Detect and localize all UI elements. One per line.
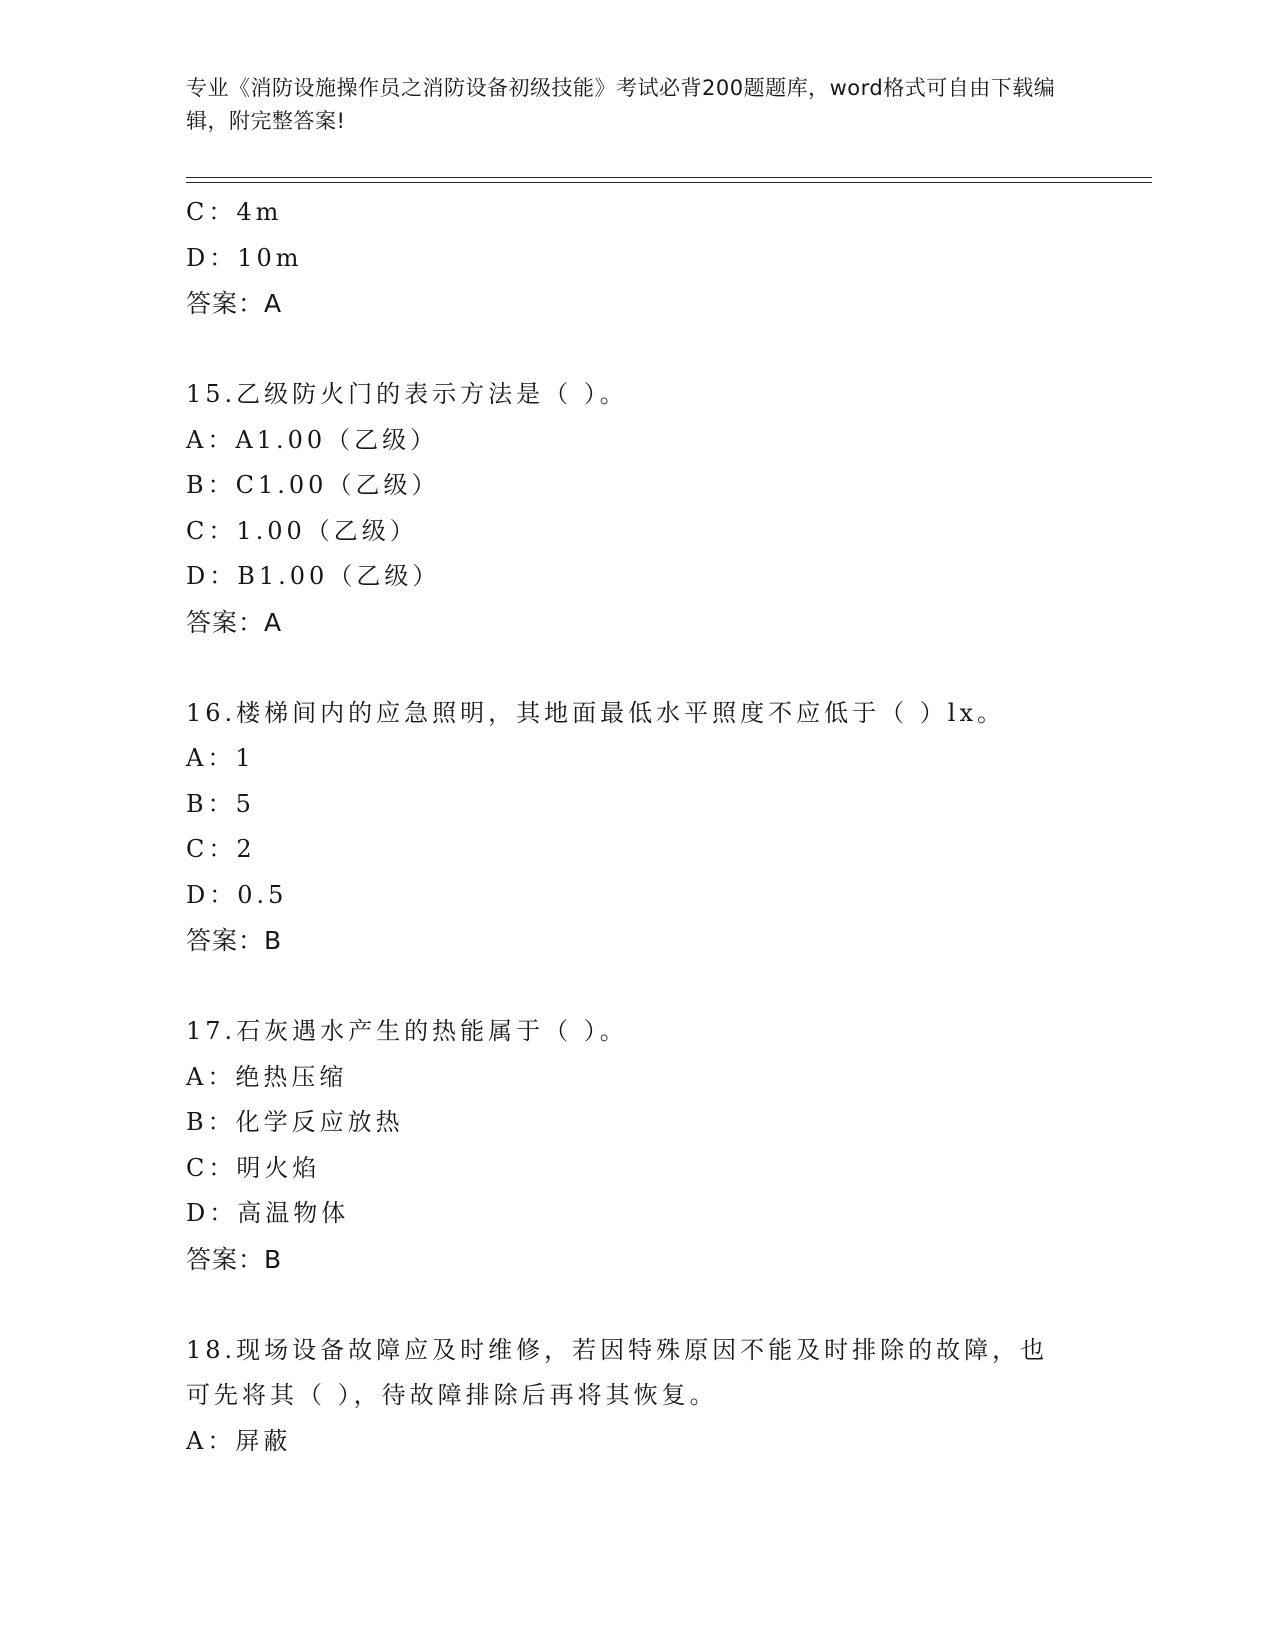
question-stem: 18.现场设备故障应及时维修，若因特殊原因不能及时排除的故障，也可先将其（ ），待故障排除后再将其恢复。 — [186, 1335, 1049, 1409]
option-text: B1.00（乙级） — [237, 562, 441, 590]
option-label: D： — [186, 243, 238, 272]
answer-line: 答案：A — [186, 607, 283, 637]
question-stem: 16.楼梯间内的应急照明，其地面最低水平照度不应低于（ ）lx。 — [186, 698, 1006, 727]
option-text: 1.00（乙级） — [236, 516, 418, 545]
option-line — [186, 418, 1086, 464]
option-label: D： — [186, 562, 238, 590]
option-text: 化学反应放热 — [235, 1108, 404, 1136]
option-text: 绝热压缩 — [235, 1062, 348, 1091]
option-text: 0.5 — [237, 880, 288, 909]
option-text: 4m — [236, 198, 283, 226]
option-text: 10m — [237, 243, 303, 272]
document-header: 专业《消防设施操作员之消防设备初级技能》考试必背200题题库，word格式可自由下载编辑，附完整答案! — [186, 76, 1056, 133]
spacer — [186, 1282, 1086, 1328]
option-label: D： — [186, 880, 238, 909]
option-label: A： — [186, 744, 236, 772]
option-line — [186, 190, 1086, 236]
answer-line: 答案：B — [186, 926, 283, 955]
option-text: 高温物体 — [237, 1199, 350, 1227]
option-label: A： — [186, 1062, 236, 1091]
option-text: 2 — [236, 835, 256, 863]
option-text: A1.00（乙级） — [235, 425, 439, 454]
option-label: A： — [186, 425, 236, 454]
option-label: C： — [186, 198, 237, 226]
option-text: 明火焰 — [236, 1153, 321, 1182]
option-label: C： — [186, 1153, 237, 1182]
option-line — [186, 827, 1086, 873]
option-line — [186, 1146, 1086, 1192]
option-line — [186, 509, 1086, 555]
option-line — [186, 1055, 1086, 1101]
option-line — [186, 1100, 1086, 1146]
spacer — [186, 964, 1086, 1010]
header-rule-top — [186, 177, 1152, 178]
option-line — [186, 554, 1086, 600]
question-stem: 15.乙级防火门的表示方法是（ ）。 — [186, 380, 628, 408]
option-text: 5 — [235, 789, 255, 818]
spacer — [186, 327, 1086, 373]
option-line — [186, 236, 1086, 282]
option-text: C1.00（乙级） — [235, 471, 440, 499]
answer-line: 答案：B — [186, 1244, 283, 1274]
option-line — [186, 782, 1086, 828]
option-line — [186, 736, 1086, 782]
option-line — [186, 1191, 1086, 1237]
option-label: B： — [186, 789, 236, 818]
option-text: 1 — [235, 744, 255, 772]
option-line — [186, 1419, 1086, 1465]
option-label: B： — [186, 1108, 236, 1136]
answer-line: 答案：A — [186, 289, 283, 318]
option-label: B： — [186, 471, 236, 499]
spacer — [186, 645, 1086, 691]
option-label: C： — [186, 516, 237, 545]
question-stem: 17.石灰遇水产生的热能属于（ ）。 — [186, 1017, 628, 1045]
option-line — [186, 873, 1086, 919]
option-label: D： — [186, 1199, 238, 1227]
option-line — [186, 463, 1086, 509]
option-label: A： — [186, 1426, 236, 1455]
option-label: C： — [186, 835, 237, 863]
option-text: 屏蔽 — [235, 1426, 292, 1455]
question-content — [186, 190, 1086, 1464]
header-rule-bottom — [186, 182, 1152, 183]
